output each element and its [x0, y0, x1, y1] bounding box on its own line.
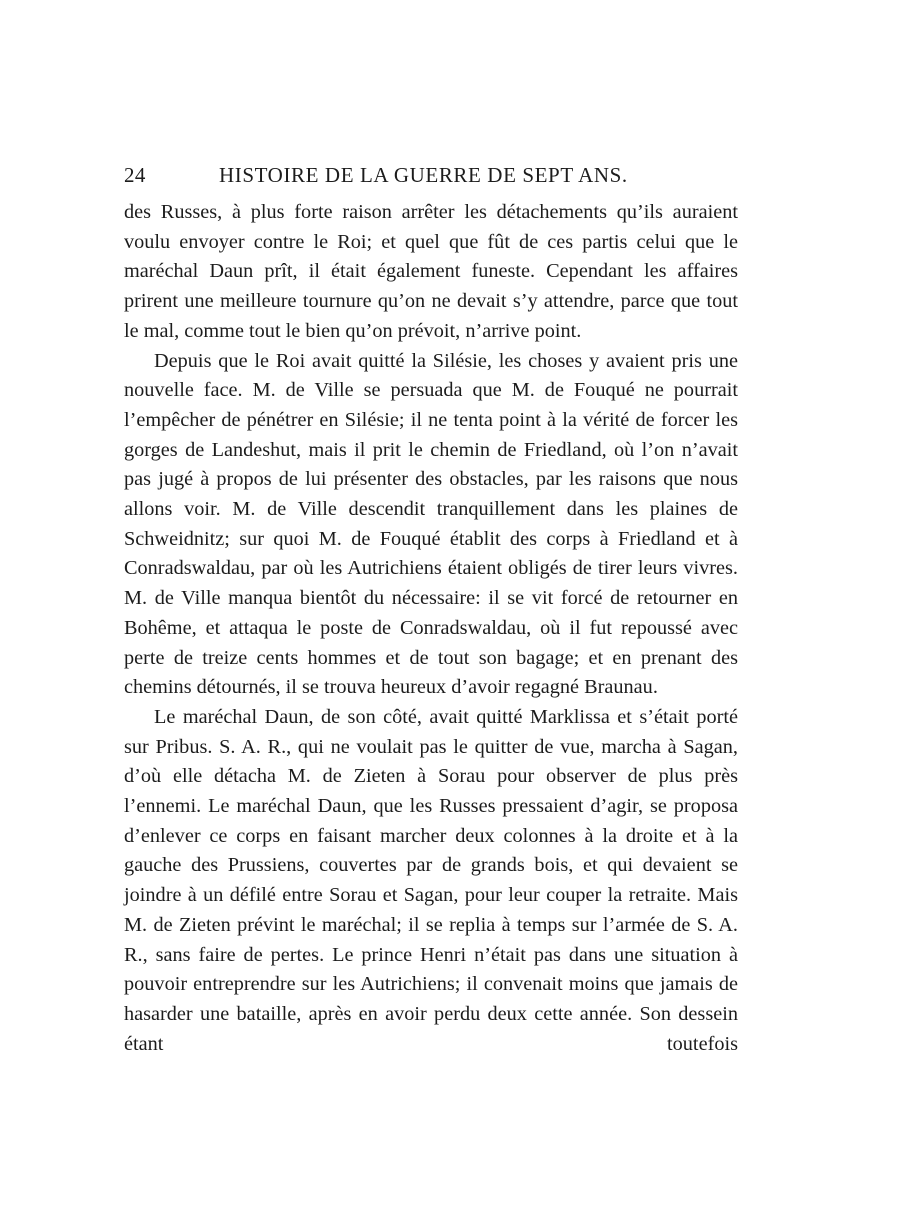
paragraph-2: Depuis que le Roi avait quitté la Silésie, les choses y avaient pris une nouvelle face. M. de Ville se persuada que M. de Fouqué ne pourrait l’empêcher de pénétrer en Silésie; il ne tenta point à la vérité de forcer les gorges de Landeshut, mais il prit le chemin de Friedland, où l’on n’avait pas jugé à propos de lui présenter des obstacles, par les raisons que nous allons voir. M. de Ville descendit tranquillement dans les plaines de Schweidnitz; sur quoi M. de Fouqué établit des corps à Friedland et à Conradswaldau, par où les Autrichiens étaient obligés de tirer leurs vivres. M. de Ville manqua bientôt du nécessaire: il se vit forcé de retourner en Bohême, et attaqua le poste de Conradswaldau, où il fut repoussé avec perte de treize cents hommes et de tout son bagage; et en prenant des chemins détournés, il se trouva heureux d’avoir regagné Braunau. [124, 349, 738, 699]
running-head [124, 163, 738, 199]
paragraph-1: des Russes, à plus forte raison arrêter les détachements qu’ils auraient voulu envoyer contre le Roi; et quel que fût de ces partis celui que le maréchal Daun prît, il était également funeste. Cependant les affaires prirent une meilleure tournure qu’on ne devait s’y attendre, parce que tout le mal, comme tout le bien qu’on prévoit, n’arrive point. [124, 201, 738, 342]
running-head-title: HISTOIRE DE LA GUERRE DE SEPT ANS. [219, 163, 628, 187]
page-number: 24 [124, 163, 146, 187]
body-text [124, 198, 738, 1059]
paragraph-3: Le maréchal Daun, de son côté, avait quitté Marklissa et s’était porté sur Pribus. S. A. R., qui ne voulait pas le quitter de vue, marcha à Sagan, d’où elle détacha M. de Zieten à Sorau pour observer de plus près l’ennemi. Le maréchal Daun, que les Russes pressaient d’agir, se proposa d’enlever ce corps en faisant marcher deux colonnes à la droite et à la gauche des Prussiens, couvertes par de grands bois, et qui devaient se joindre à un défilé entre Sorau et Sagan, pour leur couper la retraite. Mais M. de Zieten prévint le maréchal; il se replia à temps sur l’armée de S. A. R., sans faire de pertes. Le prince Henri n’était pas dans une situation à pouvoir entreprendre sur les Autrichiens; il convenait moins que jamais de hasarder une bataille, après en avoir perdu deux cette année. Son dessein étant toutefois [124, 705, 738, 1055]
